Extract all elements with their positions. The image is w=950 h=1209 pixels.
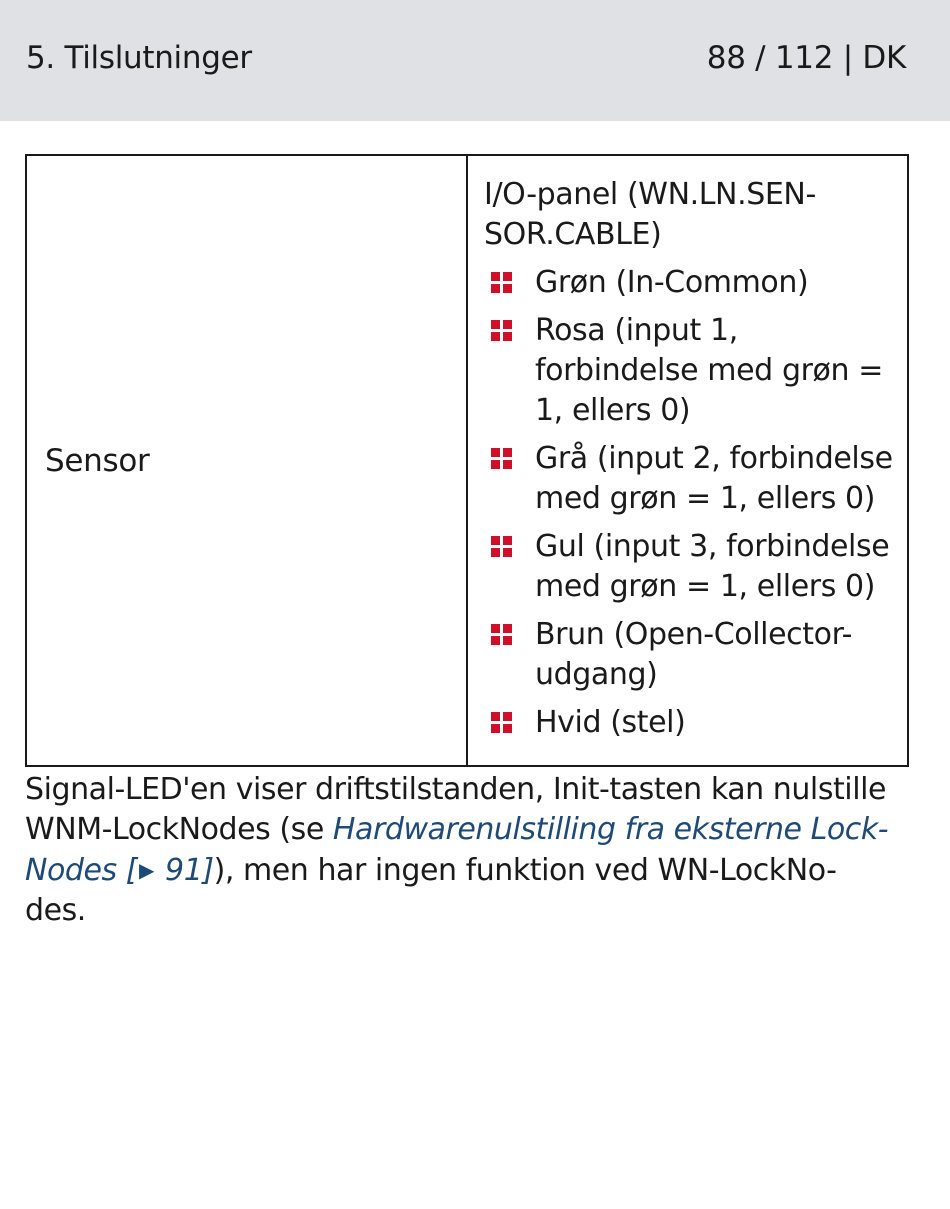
list-item [484,439,897,519]
panel-title [484,175,897,255]
row-label-cell [26,155,467,766]
page-number: 88 / 112 | DK [706,40,906,76]
list-item [484,311,897,431]
list-item-text: Brun (Open-Collector- [535,617,853,652]
list-item-text: Grøn (In-Common) [535,265,809,300]
paragraph-text: ), men har ingen funktion ved WN-LockNo- [213,853,837,888]
paragraph-text: des. [25,893,86,928]
section-title: 5. Tilslutninger [26,40,252,76]
paragraph-text: WNM-LockNodes (se [25,812,333,847]
description-paragraph [25,770,915,931]
list-item-text: Hvid (stel) [535,705,686,740]
row-label: Sensor [45,442,150,479]
list-item-text: med grøn = 1, ellers 0) [535,481,876,516]
list-item-text: udgang) [535,657,658,692]
panel-title-line: I/O-panel (WN.LN.SEN- [484,177,816,212]
table-row [26,155,908,766]
red-square-grid-icon [491,448,513,470]
arrow-right-icon: ▶ [139,858,154,882]
list-item-text: Grå (input 2, forbindelse [535,441,893,476]
list-item [484,703,897,743]
link-page: 91] [155,853,214,888]
list-item-text: med grøn = 1, ellers 0) [535,569,876,604]
red-square-grid-icon [491,320,513,342]
link-text: Hardwarenulstilling fra eksterne Lock- [332,812,889,847]
list-item [484,615,897,695]
wire-list [484,263,897,743]
list-item-text: 1, ellers 0) [535,393,691,428]
list-item-text: Rosa (input 1, [535,313,738,348]
red-square-grid-icon [491,272,513,294]
red-square-grid-icon [491,536,513,558]
list-item [484,263,897,303]
panel-title-line: SOR.CABLE) [484,217,662,252]
list-item [484,527,897,607]
row-content-cell [467,155,908,766]
red-square-grid-icon [491,712,513,734]
red-square-grid-icon [491,624,513,646]
link-text: Nodes [ [25,853,138,888]
connection-table [25,154,909,767]
page-header [0,0,950,121]
list-item-text: forbindelse med grøn = [535,353,883,388]
paragraph-text: Signal-LED'en viser driftstilstanden, Init-tasten kan nulstille [25,772,886,807]
list-item-text: Gul (input 3, forbindelse [535,529,890,564]
